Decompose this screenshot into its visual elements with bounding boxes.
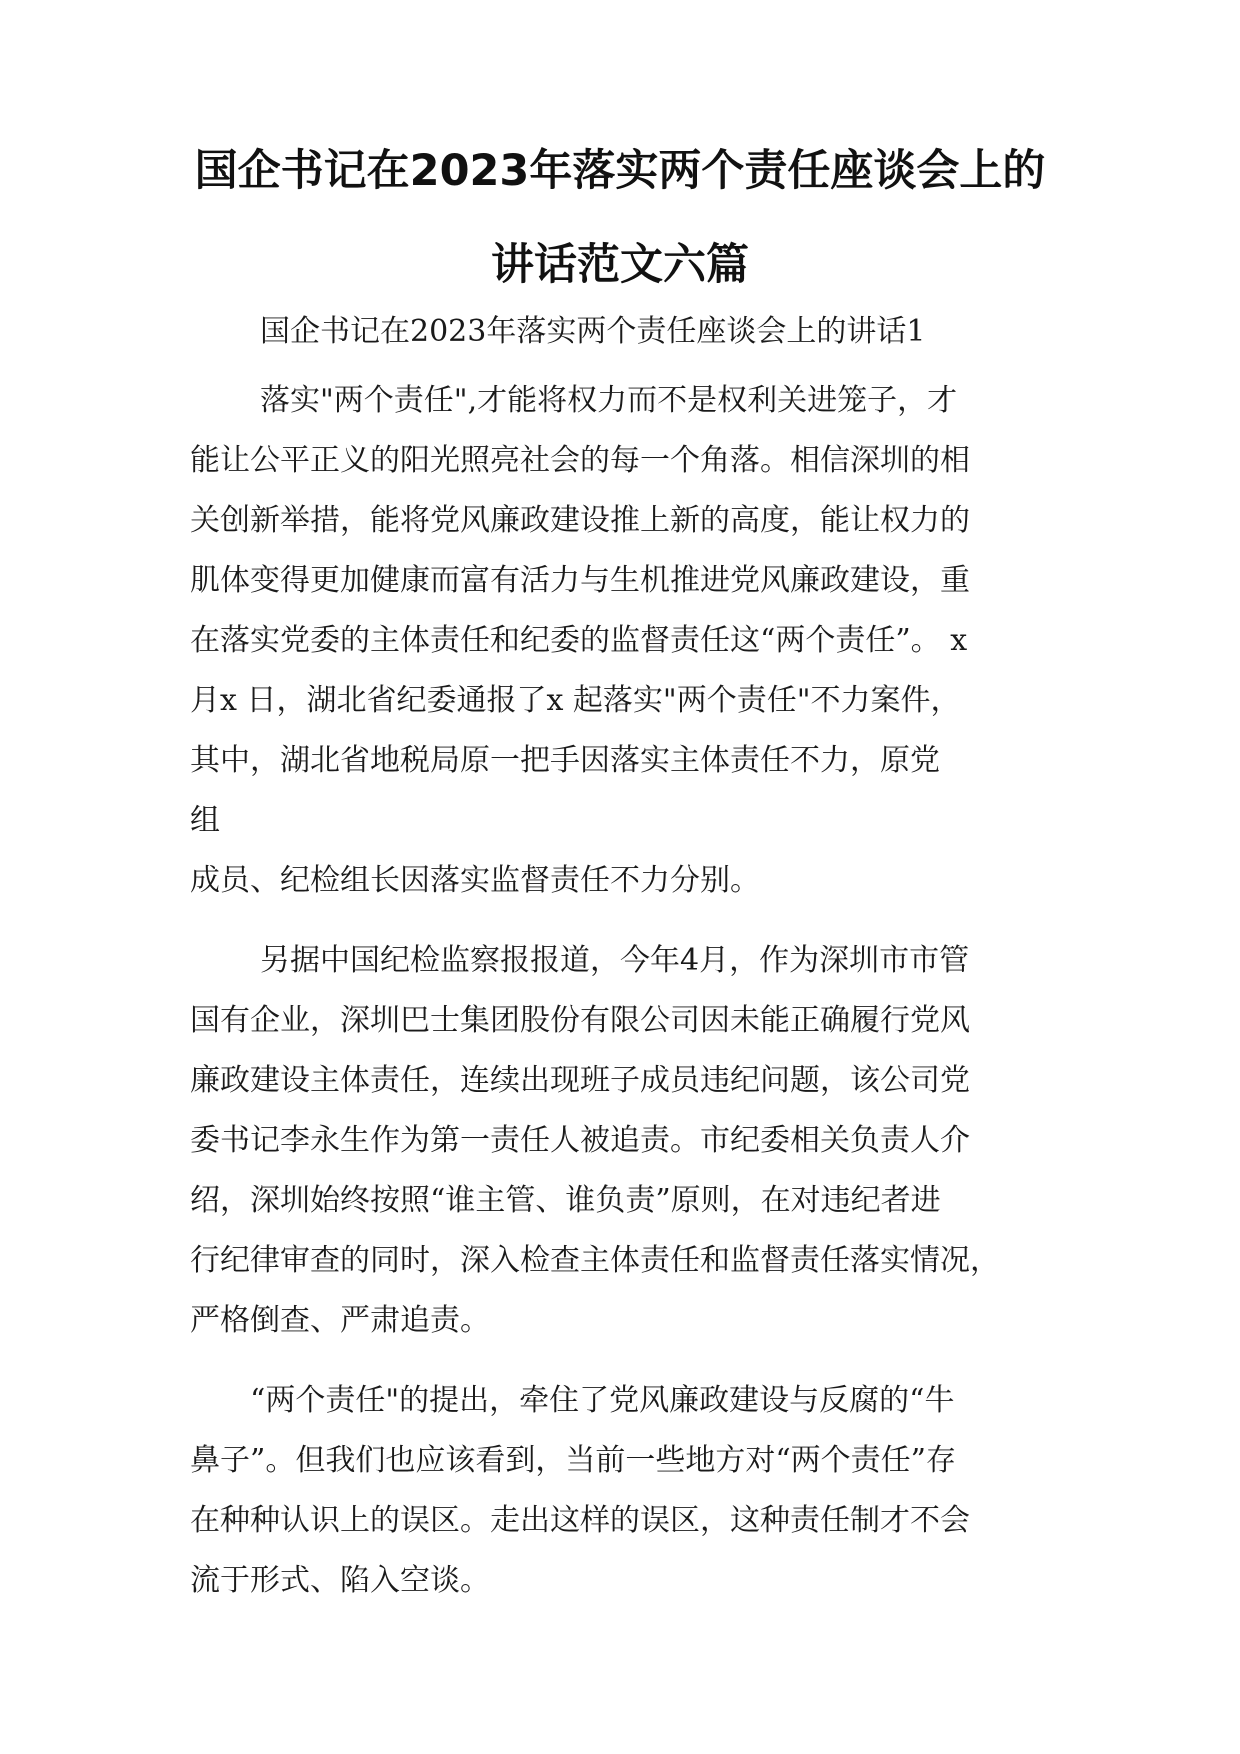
paragraph-line: 另据中国纪检监察报报道，今年4月，作为深圳市市管 [260, 943, 970, 978]
paragraph-line: 绍，深圳始终按照“谁主管、谁负责”原则，在对违纪者进 [190, 1183, 941, 1218]
section-subtitle: 国企书记在2023年落实两个责任座谈会上的讲话1 [260, 314, 926, 349]
document-title-line-2: 讲话范文六篇 [491, 240, 749, 290]
paragraph-line: 组 [190, 803, 220, 838]
paragraph-line: 严格倒查、严肃追责。 [190, 1303, 490, 1338]
paragraph-line: 流于形式、陷入空谈。 [190, 1563, 490, 1598]
paragraph-line: 落实"两个责任",才能将权力而不是权利关进笼子，才 [260, 383, 958, 418]
paragraph-line: 廉政建设主体责任，连续出现班子成员违纪问题，该公司党 [190, 1063, 970, 1098]
paragraph-line: “两个责任"的提出，牵住了党风廉政建设与反腐的“牛 [250, 1383, 955, 1418]
paragraph-line: 在落实党委的主体责任和纪委的监督责任这“两个责任”。 x [190, 623, 968, 658]
paragraph-line: 成员、纪检组长因落实监督责任不力分别。 [190, 863, 760, 898]
paragraph-line: 行纪律审查的同时，深入检查主体责任和监督责任落实情况， [190, 1243, 1000, 1278]
paragraph-line: 关创新举措，能将党风廉政建设推上新的高度，能让权力的 [190, 503, 970, 538]
document-title-line-1: 国企书记在2023年落实两个责任座谈会上的 [194, 146, 1046, 196]
paragraph-line: 在种种认识上的误区。走出这样的误区，这种责任制才不会 [190, 1503, 970, 1538]
paragraph-line: 国有企业，深圳巴士集团股份有限公司因未能正确履行党风 [190, 1003, 970, 1038]
paragraph-line: 其中，湖北省地税局原一把手因落实主体责任不力，原党 [190, 743, 940, 778]
paragraph-line: 鼻子”。但我们也应该看到，当前一些地方对“两个责任”存 [190, 1443, 957, 1478]
paragraph-line: 能让公平正义的阳光照亮社会的每一个角落。相信深圳的相 [190, 443, 970, 478]
paragraph-line: 委书记李永生作为第一责任人被追责。市纪委相关负责人介 [190, 1123, 970, 1158]
paragraph-line: 月x 日，湖北省纪委通报了x 起落实"两个责任"不力案件， [190, 683, 961, 718]
paragraph-line: 肌体变得更加健康而富有活力与生机推进党风廉政建设，重 [190, 563, 970, 598]
